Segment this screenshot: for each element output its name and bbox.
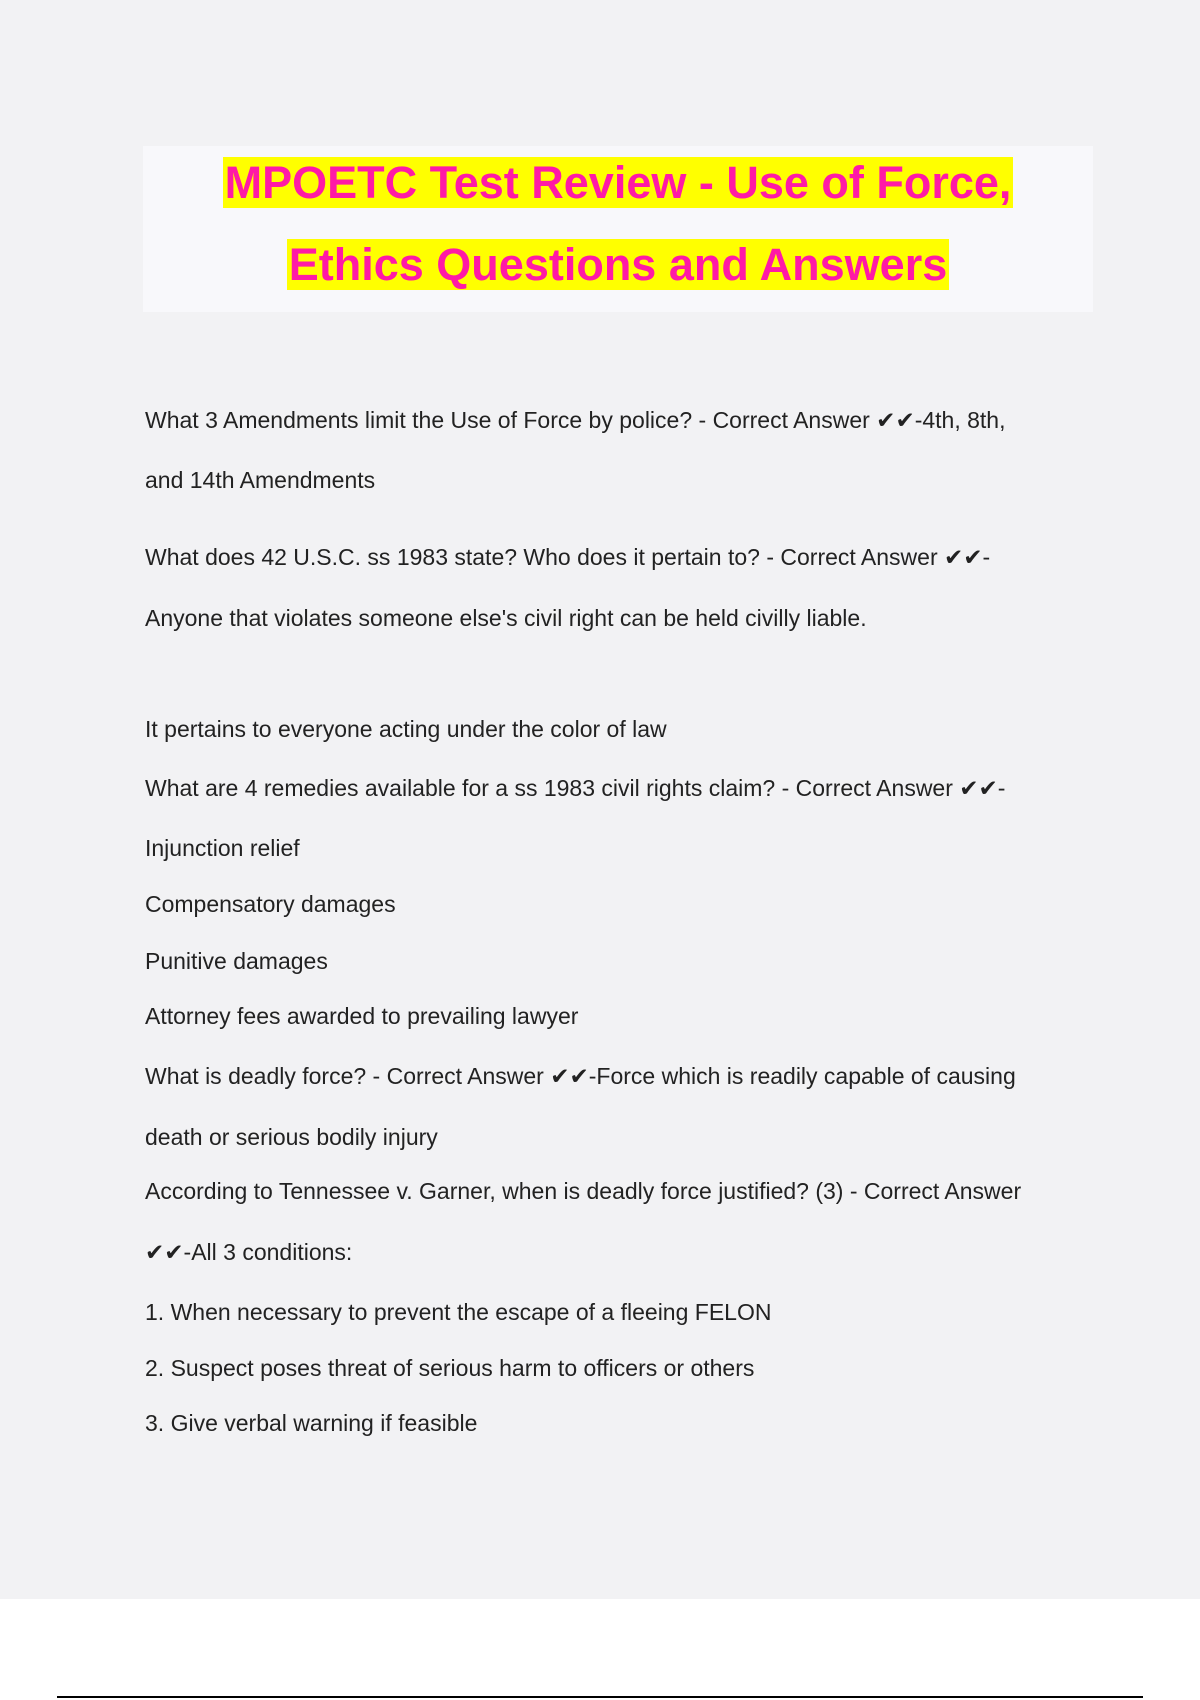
page-title-line-2: Ethics Questions and Answers — [288, 239, 948, 290]
question-2-line-2: Anyone that violates someone else's civil right can be held civilly liable. — [145, 605, 867, 631]
question-4-line-2: death or serious bodily injury — [145, 1124, 438, 1150]
page-title-line-1: MPOETC Test Review - Use of Force, — [224, 157, 1012, 208]
question-3-item-2: Compensatory damages — [145, 891, 396, 917]
question-4-line-1: What is deadly force? - Correct Answer ✔✔-Force which is readily capable of causing — [145, 1063, 1016, 1089]
footer-divider — [57, 1696, 1143, 1698]
question-3-line-1: What are 4 remedies available for a ss 1983 civil rights claim? - Correct Answer ✔✔- — [145, 775, 1006, 801]
title-box — [143, 146, 1093, 312]
question-3-item-1: Injunction relief — [145, 835, 300, 861]
question-5-line-2: ✔✔-All 3 conditions: — [145, 1239, 353, 1265]
question-2-line-3: It pertains to everyone acting under the color of law — [145, 716, 667, 742]
question-2-line-1: What does 42 U.S.C. ss 1983 state? Who does it pertain to? - Correct Answer ✔✔- — [145, 544, 991, 570]
question-5-item-3: 3. Give verbal warning if feasible — [145, 1410, 478, 1436]
question-1-line-1: What 3 Amendments limit the Use of Force by police? - Correct Answer ✔✔-4th, 8th, — [145, 407, 1006, 433]
question-5-line-1: According to Tennessee v. Garner, when is deadly force justified? (3) - Correct Answer — [145, 1178, 1022, 1204]
question-5-item-1: 1. When necessary to prevent the escape of a fleeing FELON — [145, 1299, 772, 1325]
question-5-item-2: 2. Suspect poses threat of serious harm to officers or others — [145, 1355, 755, 1381]
question-3-item-3: Punitive damages — [145, 948, 328, 974]
question-1-line-2: and 14th Amendments — [145, 467, 376, 493]
question-3-item-4: Attorney fees awarded to prevailing lawyer — [145, 1003, 579, 1029]
